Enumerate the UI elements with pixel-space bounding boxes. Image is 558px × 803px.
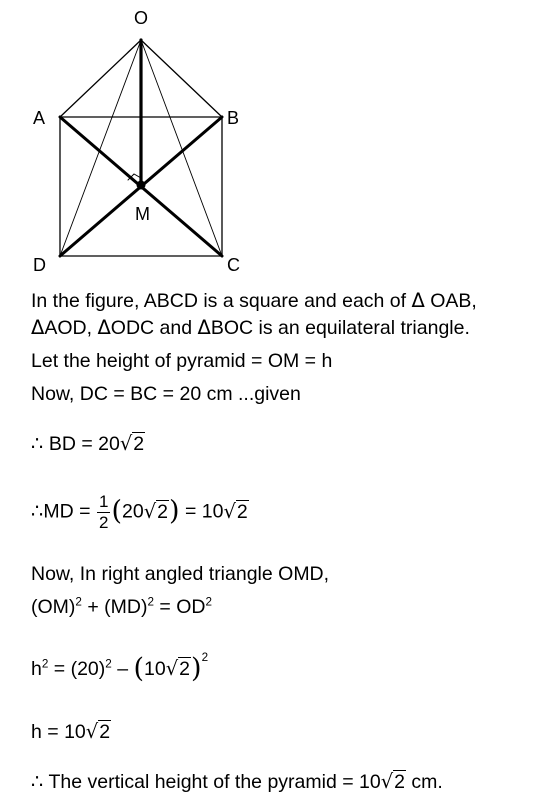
equation-md: ∴MD = $\frac{1}{2}$ (20√2) = 10√2: [31, 492, 248, 532]
label-c: C: [227, 255, 240, 275]
text-line-2: ΔAOD, ΔODC and ΔBOC is an equilateral triangle.: [31, 316, 470, 339]
edge-ob: [141, 40, 222, 117]
text-line-7: Now, In right angled triangle OMD,: [31, 563, 330, 585]
text-line-4: Now, DC = BC = 20 cm ...given: [31, 383, 301, 405]
equation-pythagoras: $(OM)^2 + (MD)^2 = OD^2$: [31, 595, 212, 618]
equation-bd: ∴ BD = 20√2: [31, 432, 145, 455]
label-d: D: [33, 255, 46, 275]
text-line-3: Let the height of pyramid = OM = h: [31, 350, 333, 372]
label-o: O: [134, 8, 149, 28]
pyramid-figure: [0, 0, 558, 290]
equation-h-squared: $h^2 = (20)^2 - (10√2)^2$: [31, 650, 209, 684]
label-a: A: [33, 108, 46, 128]
edge-od: [60, 40, 141, 256]
conclusion-line: ∴ The vertical height of the pyramid = 10√2 cm.: [31, 770, 443, 793]
edge-oc: [141, 40, 222, 256]
label-b: B: [227, 108, 240, 128]
text-line-1: In the figure, ABCD is a square and each of Δ OAB,: [31, 289, 477, 312]
label-m: M: [135, 204, 150, 224]
edge-oa: [60, 40, 141, 117]
equation-h: h = 10√2: [31, 720, 111, 743]
point-m: [137, 181, 146, 190]
